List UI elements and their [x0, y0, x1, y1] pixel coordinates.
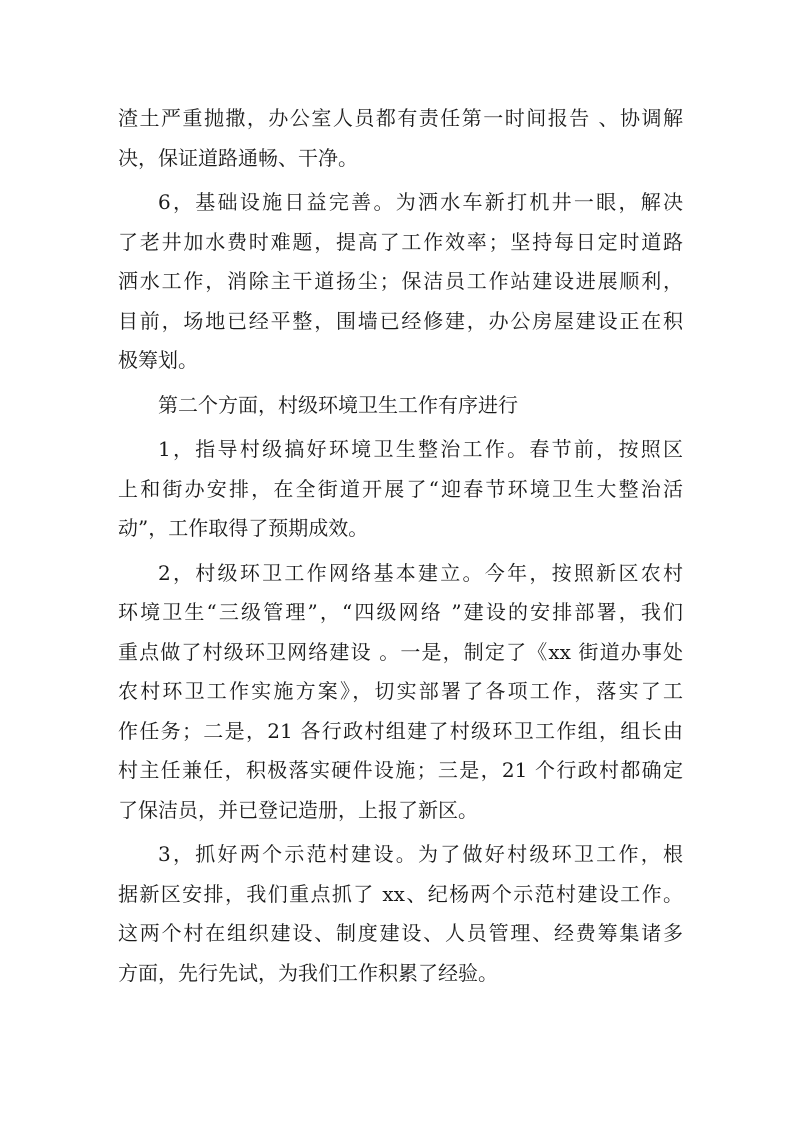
text-line: 作任务；二是，21 各行政村组建了村级环卫工作组，组长由 — [118, 718, 683, 743]
text-line: 决，保证道路通畅、干净。 — [118, 145, 358, 170]
paragraph — [118, 835, 683, 993]
text-line: 据新区安排，我们重点抓了 xx、纪杨两个示范村建设工作。 — [118, 881, 683, 906]
text-line: 方面，先行先试，为我们工作积累了经验。 — [118, 960, 498, 985]
text-line: 了老井加水费时难题，提高了工作效率；坚持每日定时道路 — [118, 229, 683, 254]
text-line: 6，基础设施日益完善。为洒水车新打机井一眼，解决 — [158, 190, 683, 214]
text-line: 第二个方面，村级环境卫生工作有序进行 — [158, 392, 518, 417]
text-line: 上和街办安排，在全街道开展了“迎春节环境卫生大整治活 — [118, 476, 683, 501]
text-line: 环境卫生“三级管理”，“四级网络 ”建设的安排部署，我们 — [118, 600, 683, 624]
text-line: 渣土严重抛撒，办公室人员都有责任第一时间报告 、协调解 — [118, 106, 683, 130]
text-line: 极筹划。 — [118, 348, 198, 372]
text-line: 3，抓好两个示范村建设。为了做好村级环卫工作，根 — [158, 842, 683, 866]
text-line: 了保洁员，并已登记造册，上报了新区。 — [118, 797, 478, 822]
paragraph — [118, 183, 683, 381]
text-line: 村主任兼任，积极落实硬件设施；三是，21 个行政村都确定 — [118, 758, 683, 782]
text-line: 2，村级环卫工作网络基本建立。今年，按照新区农村 — [158, 560, 683, 585]
paragraph — [118, 430, 683, 549]
text-line: 这两个村在组织建设、制度建设、人员管理、经费筹集诸多 — [118, 921, 683, 945]
text-line: 农村环卫工作实施方案》，切实部署了各项工作，落实了工 — [118, 679, 683, 703]
document-body — [118, 99, 683, 993]
paragraph — [118, 554, 683, 831]
paragraph — [118, 99, 683, 178]
text-line: 动”，工作取得了预期成效。 — [118, 516, 369, 540]
section-heading — [118, 386, 683, 426]
text-line: 1，指导村级搞好环境卫生整治工作。春节前，按照区 — [158, 437, 683, 461]
text-line: 洒水工作，消除主干道扬尘；保洁员工作站建设进展顺利， — [118, 269, 683, 293]
text-line: 重点做了村级环卫网络建设 。一是，制定了《xx 街道办事处 — [118, 639, 683, 664]
text-line: 目前，场地已经平整，围墙已经修建，办公房屋建设正在积 — [118, 308, 683, 333]
